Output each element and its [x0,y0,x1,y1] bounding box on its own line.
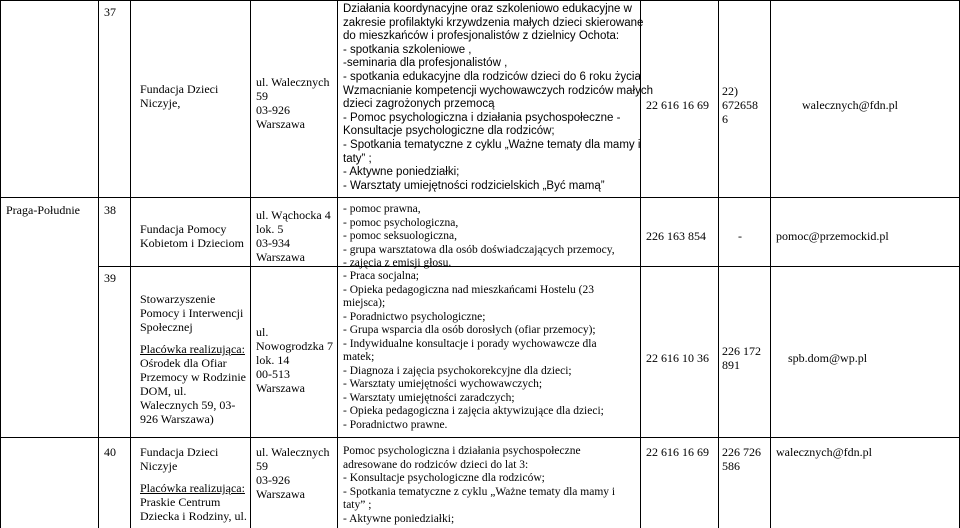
organization-name: Fundacja Pomocy Kobietom i Dzieciom [140,222,244,250]
fax: 226 172 891 [722,344,761,372]
email[interactable]: walecznych@fdn.pl [802,98,899,112]
row-number: 39 [104,271,116,285]
organization-name: Stowarzyszenie Pomocy i Interwencji Społecznej Placówka realizująca: Ośrodek dla Ofiar Przemocy w Rodzinie DOM, ul. Walecznych 59, 03- 926 Warszawa) [140,292,246,426]
rule [337,0,338,528]
rule [0,437,960,438]
rule [770,0,771,528]
organization-name: Fundacja Dzieci Niczyje Placówka realizująca: Praskie Centrum Dziecka i Rodziny, ul. [140,445,247,523]
fax: 22) 672658 6 [722,84,758,126]
address: ul. Walecznych 59 03-926 Warszawa [256,75,330,131]
email[interactable]: walecznych@fdn.pl [776,445,873,459]
rule [718,0,719,528]
organization-name: Fundacja Dzieci Niczyje, [140,82,219,110]
phone: 22 616 10 36 [646,351,709,365]
fax: - [738,229,742,243]
row-number: 40 [104,445,116,459]
services-list: Działania koordynacyjne oraz szkoleniowo edukacyjne w zakresie profilaktyki krzywdzenia małych dzieci skierowane do mieszkańców i profesjonalistów z dzielnicy Ochota: - spotkania szkoleniowe , -seminaria dla profesjonalistów , - spotkania edukacyjne dla rodziców dzieci do 6 roku życia Wzmacnianie kompetencji wychowawczych rodziców małych dzieci zagrożonych przemocą - Pomoc psychologiczna i działania psychospołeczne - Konsultacje psychologiczne dla rodziców; - Spotkania tematyczne z cyklu „Ważne tematy dla mamy i taty” ; - Aktywne poniedziałki; - Warsztaty umiejętności rodzicielskich „Być mamą” [343,3,653,192]
email[interactable]: pomoc@przemockid.pl [776,229,889,243]
row-number: 37 [104,5,116,19]
phone: 226 163 854 [646,229,706,243]
district-name: Praga-Południe [6,203,80,217]
rule [0,0,1,528]
row-number: 38 [104,203,116,217]
services-list: - Praca socjalna; - Opieka pedagogiczna nad mieszkańcami Hostelu (23 miejsca); - Poradnictwo psychologiczne; - Grupa wsparcia dla osób dorosłych (ofiar przemocy); - Indywidualne konsultacje i porady wychowawcze dla matek; - Diagnoza i zajęcia psychokorekcyjne dla dzieci; - Warsztaty umiejętności wychowawczych; - Warsztaty umiejętności zaradczych; - Opieka pedagogiczna i zajęcia aktywizujące dla dzieci; - Poradnictwo prawne. [343,270,604,431]
address: ul. Walecznych 59 03-926 Warszawa [256,445,330,501]
services-list: - pomoc prawna, - pomoc psychologiczna, - pomoc seksuologiczna, - grupa warsztatowa dla osób doświadczających przemocy, - zajęcia z emisji głosu. [343,203,615,269]
rule [250,0,251,528]
phone: 22 616 16 69 [646,445,709,459]
address: ul. Nowogrodzka 7 lok. 14 00-513 Warszawa [256,325,333,395]
email[interactable]: spb.dom@wp.pl [788,351,868,365]
placowka-label: Placówka realizująca: [140,342,245,356]
address: ul. Wąchocka 4 lok. 5 03-934 Warszawa [256,208,331,264]
phone: 22 616 16 69 [646,98,709,112]
services-list: Pomoc psychologiczna i działania psychospołeczne adresowane do rodziców dzieci do lat 3: - Konsultacje psychologiczne dla rodziców; - Spotkania tematyczne z cyklu „Ważne tematy dla mamy i taty” ; - Aktywne poniedziałki; [343,445,616,525]
rule [130,0,131,528]
placowka-label: Placówka realizująca: [140,481,245,495]
rule [0,197,960,198]
fax: 226 726 586 [722,445,761,473]
rule [0,0,960,1]
rule [98,0,99,528]
